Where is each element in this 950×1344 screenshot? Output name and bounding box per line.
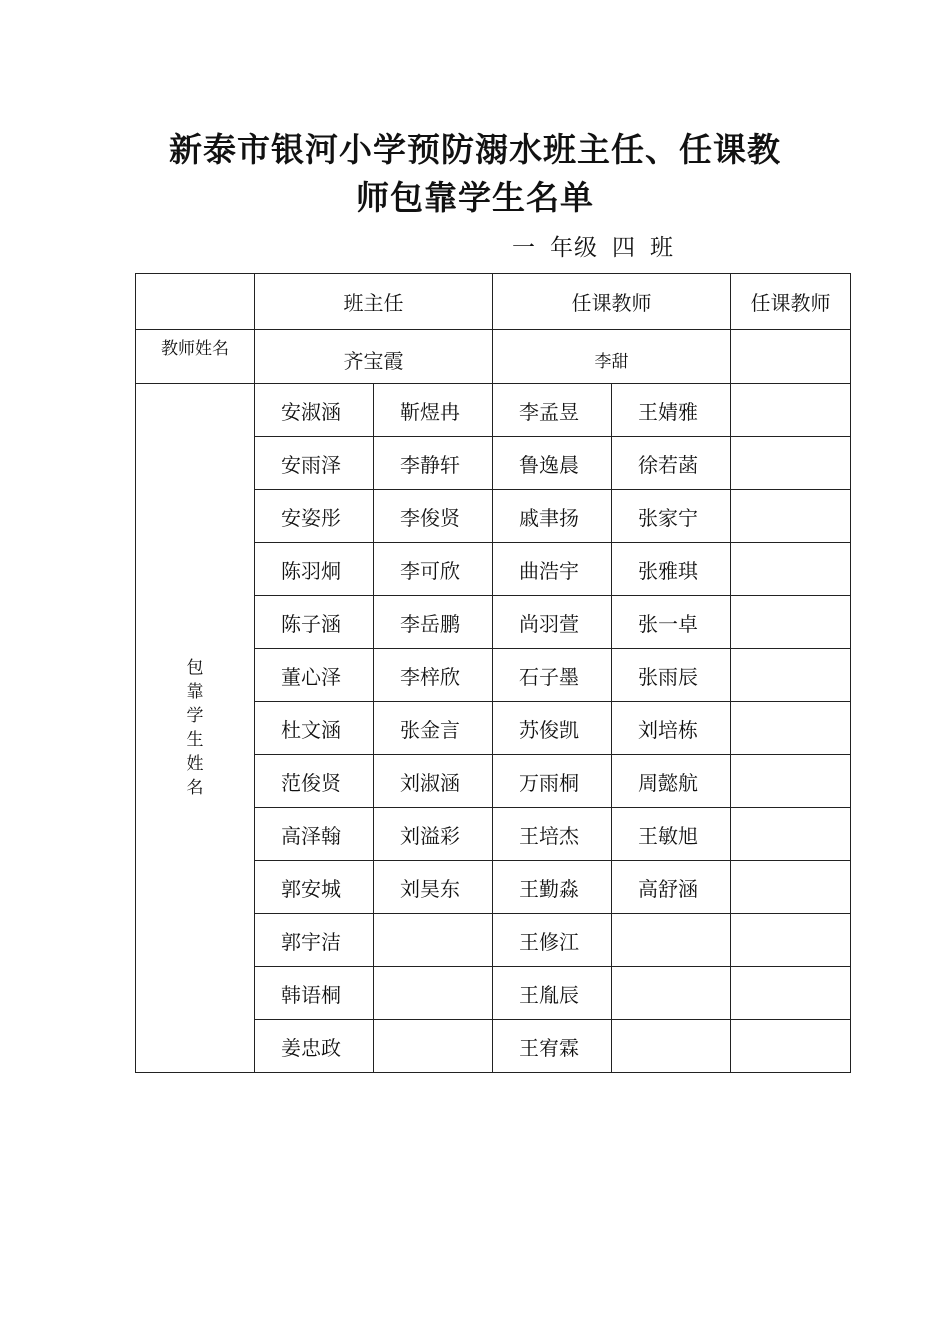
student-name-cell: 范俊贤 <box>255 755 374 808</box>
page-title-line-2: 师包靠学生名单 <box>356 178 594 217</box>
student-name-cell: 王胤辰 <box>493 967 612 1020</box>
student-name-cell: 刘培栋 <box>612 702 731 755</box>
student-name-cell: 安姿彤 <box>255 490 374 543</box>
student-name-cell: 徐若菡 <box>612 437 731 490</box>
class-number: 四 <box>612 235 636 261</box>
student-name-cell <box>731 543 851 596</box>
student-name-cell <box>731 437 851 490</box>
student-name-cell <box>731 808 851 861</box>
header-subject-teacher-1: 任课教师 <box>493 274 731 330</box>
student-name-cell: 韩语桐 <box>255 967 374 1020</box>
student-name-cell: 曲浩宇 <box>493 543 612 596</box>
student-name-cell <box>612 1020 731 1073</box>
grade-unit: 年级 <box>550 235 598 261</box>
student-name-cell <box>731 1020 851 1073</box>
student-name-cell: 张雨辰 <box>612 649 731 702</box>
subject-teacher-2-cell <box>731 330 851 384</box>
student-name-cell <box>731 755 851 808</box>
student-name-cell <box>731 914 851 967</box>
subject-teacher-1-cell <box>493 330 731 384</box>
student-name-cell: 戚聿扬 <box>493 490 612 543</box>
student-name-cell: 刘溢彩 <box>374 808 493 861</box>
student-name-cell: 王修江 <box>493 914 612 967</box>
teacher-name-label: 教师姓名 <box>136 330 255 384</box>
student-name-cell <box>731 967 851 1020</box>
student-name-cell: 张金言 <box>374 702 493 755</box>
student-name-cell: 苏俊凯 <box>493 702 612 755</box>
student-name-cell <box>731 490 851 543</box>
student-name-cell: 周懿航 <box>612 755 731 808</box>
grade-number: 一 <box>512 235 536 261</box>
student-name-cell: 张雅琪 <box>612 543 731 596</box>
student-name-cell: 王敏旭 <box>612 808 731 861</box>
student-name-cell: 王培杰 <box>493 808 612 861</box>
header-row <box>136 274 851 330</box>
student-name-cell: 李可欣 <box>374 543 493 596</box>
student-name-cell: 李岳鹏 <box>374 596 493 649</box>
student-name-cell <box>731 649 851 702</box>
subject-teacher-1-name: 李甜 <box>594 352 629 372</box>
student-name-cell <box>374 967 493 1020</box>
student-name-cell: 李梓欣 <box>374 649 493 702</box>
student-name-cell: 张一卓 <box>612 596 731 649</box>
student-name-cell <box>374 1020 493 1073</box>
student-name-cell: 李孟昱 <box>493 384 612 437</box>
student-name-cell <box>731 596 851 649</box>
student-name-cell: 刘淑涵 <box>374 755 493 808</box>
student-row <box>136 384 851 437</box>
head-teacher-name: 齐宝霞 <box>343 349 404 373</box>
student-assignment-table <box>135 273 851 1073</box>
student-name-cell: 郭安城 <box>255 861 374 914</box>
student-name-cell: 王勤淼 <box>493 861 612 914</box>
student-name-cell: 王婧雅 <box>612 384 731 437</box>
student-name-cell <box>374 914 493 967</box>
student-name-cell: 陈子涵 <box>255 596 374 649</box>
student-name-cell: 杜文涵 <box>255 702 374 755</box>
student-name-cell: 张家宁 <box>612 490 731 543</box>
student-name-cell: 陈羽炯 <box>255 543 374 596</box>
teacher-name-row <box>136 330 851 384</box>
student-name-cell: 李静轩 <box>374 437 493 490</box>
student-column-label <box>136 384 255 1073</box>
student-name-cell: 李俊贤 <box>374 490 493 543</box>
student-name-cell: 姜忠政 <box>255 1020 374 1073</box>
page-title-line-1: 新泰市银河小学预防溺水班主任、任课教 <box>169 130 781 169</box>
class-unit: 班 <box>650 235 674 261</box>
student-name-cell <box>612 914 731 967</box>
student-name-cell: 安雨泽 <box>255 437 374 490</box>
student-name-cell: 万雨桐 <box>493 755 612 808</box>
head-teacher-cell <box>255 330 493 384</box>
student-name-cell <box>731 384 851 437</box>
student-name-cell: 高舒涵 <box>612 861 731 914</box>
student-name-cell: 刘昊东 <box>374 861 493 914</box>
student-label-text: 包靠学生姓名 <box>186 658 204 798</box>
student-name-cell <box>731 861 851 914</box>
header-blank-cell <box>136 274 255 330</box>
student-name-cell: 郭宇洁 <box>255 914 374 967</box>
student-name-cell: 董心泽 <box>255 649 374 702</box>
student-name-cell: 靳煜冉 <box>374 384 493 437</box>
student-name-cell: 鲁逸晨 <box>493 437 612 490</box>
student-name-cell <box>731 702 851 755</box>
header-head-teacher: 班主任 <box>255 274 493 330</box>
student-name-cell: 安淑涵 <box>255 384 374 437</box>
student-name-cell: 尚羽萱 <box>493 596 612 649</box>
header-subject-teacher-2: 任课教师 <box>731 274 851 330</box>
student-name-cell: 石子墨 <box>493 649 612 702</box>
student-name-cell: 高泽翰 <box>255 808 374 861</box>
student-name-cell: 王宥霖 <box>493 1020 612 1073</box>
student-name-cell <box>612 967 731 1020</box>
class-subtitle <box>512 232 674 264</box>
